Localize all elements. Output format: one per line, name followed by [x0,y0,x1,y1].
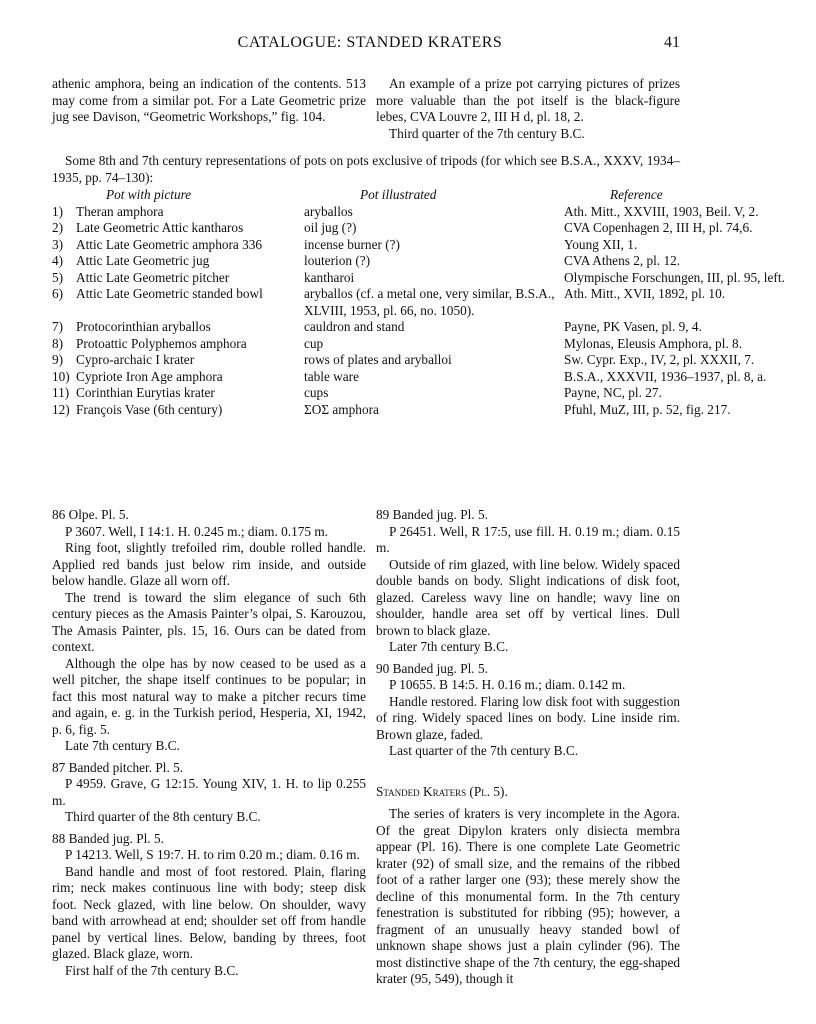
reference-cell: Mylonas, Eleusis Amphora, pl. 8. [564,335,743,351]
inventory-line: P 4959. Grave, G 12:15. Young XIV, 1. H. to lip 0.255 m. [52,776,366,808]
prize-pot-text: An example of a prize pot carrying pictures of prizes more valuable than the pot itself is the black-figure lebes, CVA Louvre 2, III H d, pl. 18, 2. [376,76,680,124]
pot-with-picture-cell: Cypro-archaic I krater [76,352,195,367]
section-text: The series of kraters is very incomplete in the Agora. Of the great Dipylon kraters only disiecta membra appear (Pl. 16). There is one complete Late Geometric krater (92) of small size, and the remains of the ribbed foot of a rather larger one (93); these merely show the decline of this monumental form. In the 7th century fenestration is substituted for ribbing (95); however, a fragment of an unusually heavy standed bowl of unknown shape shows just a plain cylinder (96). The most distinctive shape of the 7th century, the egg-shaped krater (95, 549), though it [376,806,680,986]
pots-on-pots-table [52,187,816,418]
top-left-paragraph [52,76,366,126]
pot-with-picture-cell: Attic Late Geometric jug [76,253,210,268]
left-column-entries [52,502,366,979]
row-number-cell: 11) [52,385,70,400]
reference-cell: Payne, PK Vasen, pl. 9, 4. [564,319,702,334]
pot-with-picture-cell: Protoattic Polyphemos amphora [76,335,247,351]
pot-illustrated-cell: aryballos [304,203,353,219]
continuation-text: athenic amphora, being an indication of the contents. 513 may come from a similar pot. For a Late Geometric prize jug see Davison, “Geometric Workshops,” fig. 104. [52,76,366,124]
pot-with-picture-cell: Corinthian Eurytias krater [76,385,215,400]
prize-pot-date: Third quarter of the 7th century B.C. [389,125,585,141]
catalogue-entry-heading: 87 Banded pitcher. Pl. 5. [52,759,184,775]
header-pot-with-picture: Pot with picture [106,187,192,202]
pot-illustrated-cell: aryballos (cf. a metal one, very similar, B.S.A., XLVIII, 1953, pl. 66, no. 1050). [304,286,555,318]
pot-with-picture-cell: Cypriote Iron Age amphora [76,368,223,384]
row-number-cell: 6) [52,286,64,301]
top-right-paragraph [376,76,680,142]
reference-cell: Pfuhl, MuZ, III, p. 52, fig. 217. [564,401,731,417]
pot-illustrated-cell: cup [304,335,324,351]
reference-cell: Payne, NC, pl. 27. [564,385,662,400]
pot-with-picture-cell: Attic Late Geometric standed bowl [76,286,263,301]
pot-illustrated-cell: incense burner (?) [304,236,400,252]
reference-cell: CVA Copenhagen 2, III H, pl. 74,6. [564,220,753,235]
pot-with-picture-cell: Late Geometric Attic kantharos [76,220,244,235]
reference-cell: Olympische Forschungen, III, pl. 95, left. [564,269,785,285]
reference-cell: Sw. Cypr. Exp., IV, 2, pl. XXXII, 7. [564,352,755,367]
pot-illustrated-cell: table ware [304,368,359,384]
table-row [52,286,816,319]
row-number-cell: 5) [52,269,64,285]
page-number: 41 [664,34,680,51]
inventory-line: P 26451. Well, R 17:5, use fill. H. 0.19 m.; diam. 0.15 m. [376,523,680,555]
description-paragraph: Handle restored. Flaring low disk foot with suggestion of ring. Widely spaced lines on body. Line inside rim. Brown glaze, faded. [376,693,680,742]
pot-illustrated-cell: oil jug (?) [304,220,357,235]
row-number-cell: 8) [52,335,64,351]
date-line: Late 7th century B.C. [65,738,180,753]
row-number-cell: 10) [52,368,70,384]
pot-with-picture-cell: Attic Late Geometric amphora 336 [76,236,263,252]
table-intro: Some 8th and 7th century representations of pots on pots exclusive of tripods (for which see B.S.A., XXXV, 1934–1935, pp. 74–130): [52,153,680,185]
table-row [52,352,816,369]
description-paragraph: Band handle and most of foot restored. Plain, flaring rim; neck makes continuous line with body; steep disk foot. Neck glazed, with line below. On shoulder, wavy band with arrowhead at end; shoulder set off from handle panel by vertical lines. Below, banding by threes, foot glazed. Black glaze, worn. [52,863,366,961]
inventory-line: P 3607. Well, I 14:1. H. 0.245 m.; diam. 0.175 m. [65,523,329,539]
row-number-cell: 3) [52,236,64,252]
catalogue-entry-heading: 86 Olpe. Pl. 5. [52,507,129,522]
pot-illustrated-cell: louterion (?) [304,253,371,268]
row-number-cell: 12) [52,401,70,417]
table-row [52,336,816,353]
inventory-line: P 14213. Well, S 19:7. H. to rim 0.20 m.; diam. 0.16 m. [65,847,360,862]
table-row [52,402,816,419]
running-head: CATALOGUE: STANDED KRATERS [237,34,503,51]
pot-illustrated-cell: ΣΟΣ amphora [304,401,379,417]
pot-illustrated-cell: kantharoi [304,269,355,285]
catalogue-entry-heading: 90 Banded jug. Pl. 5. [376,660,488,676]
header-reference: Reference [610,187,663,202]
catalogue-entry-heading: 88 Banded jug. Pl. 5. [52,830,164,846]
reference-cell: CVA Athens 2, pl. 12. [564,253,681,268]
pot-with-picture-cell: Theran amphora [76,203,164,219]
table-row [52,369,816,386]
reference-cell: Ath. Mitt., XVII, 1892, pl. 10. [564,286,726,301]
header-pot-illustrated: Pot illustrated [360,187,437,202]
pot-with-picture-cell: Protocorinthian aryballos [76,319,211,334]
description-paragraph: Outside of rim glazed, with line below. Widely spaced double bands on body. Slight indications of disk foot, glazed. Careless wavy line on handle; wavy line on shoulder, handle area set off by vertical lines. Dull brown to black glaze. [376,556,680,638]
pot-illustrated-cell: cups [304,385,329,400]
table-row [52,385,816,402]
table-row [52,204,816,221]
description-paragraph: Although the olpe has by now ceased to be used as a well pitcher, the shape itself continues to be popular; in fact this most natural way to make a pitcher recurs time and again, e. g. in the Turkish period, Hesperia, XI, 1942, p. 6, fig. 5. [52,655,366,737]
table-row [52,220,816,237]
table-row [52,319,816,336]
table-row [52,237,816,254]
table-row [52,253,816,270]
reference-cell: Ath. Mitt., XXVIII, 1903, Beil. V, 2. [564,203,759,219]
right-column [376,502,680,988]
section-heading: Standed Kraters (Pl. 5). [376,783,508,799]
table-header-row [52,187,816,204]
pot-illustrated-cell: cauldron and stand [304,319,405,334]
pots-on-pots-section [52,153,785,418]
catalogue-entry-heading: 89 Banded jug. Pl. 5. [376,507,488,522]
pot-with-picture-cell: François Vase (6th century) [76,401,223,417]
inventory-line: P 10655. B 14:5. H. 0.16 m.; diam. 0.142 m. [389,677,626,692]
row-number-cell: 1) [52,203,64,219]
pot-illustrated-cell: rows of plates and aryballoi [304,352,452,367]
pot-with-picture-cell: Attic Late Geometric pitcher [76,269,230,285]
date-line: Third quarter of the 8th century B.C. [65,809,261,824]
row-number-cell: 2) [52,220,64,235]
row-number-cell: 9) [52,352,64,367]
description-paragraph: The trend is toward the slim elegance of such 6th century pieces as the Amasis Painter’s olpai, S. Karouzou, The Amasis Painter, pls. 15, 16. Ours can be dated from context. [52,589,366,654]
right-column-entries [376,507,680,760]
reference-cell: B.S.A., XXXVII, 1936–1937, pl. 8, a. [564,368,767,384]
date-line: Later 7th century B.C. [389,639,509,654]
description-paragraph: Ring foot, slightly trefoiled rim, double rolled handle. Applied red bands just below rim inside, and outside below handle. Glaze all worn off. [52,540,366,588]
row-number-cell: 7) [52,319,64,334]
row-number-cell: 4) [52,253,64,268]
reference-cell: Young XII, 1. [564,236,638,252]
date-line: First half of the 7th century B.C. [65,962,239,978]
table-row [52,270,816,287]
date-line: Last quarter of the 7th century B.C. [389,743,579,758]
